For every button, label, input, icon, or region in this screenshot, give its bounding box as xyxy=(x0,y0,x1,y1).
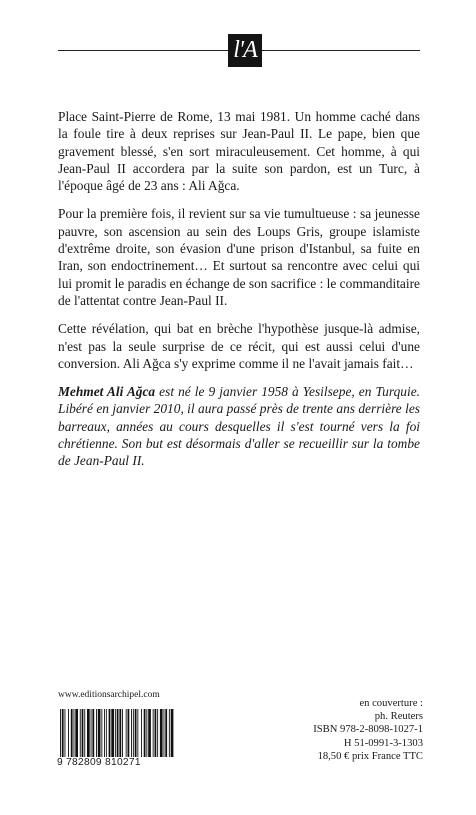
paragraph-1: Place Saint-Pierre de Rome, 13 mai 1981. Un homme caché dans la foule tire à deux reprises sur Jean-Paul II. Le pape, bien que gravement blessé, s'en sort miraculeusement. Cet homme, à qui Jean-Paul II accordera par la suite son pardon, est un Turc, à l'époque âgé de 23 ans : Ali Ağca. xyxy=(58,109,420,194)
cover-label: en couverture : xyxy=(359,698,423,709)
header-rule-right xyxy=(262,50,420,51)
isbn: ISBN 978-2-8098-1027-1 xyxy=(313,724,423,736)
publisher-website: www.editionsarchipel.com xyxy=(58,690,160,700)
header-rule-left xyxy=(58,50,228,51)
author-name: Mehmet Ali Ağca xyxy=(58,384,156,400)
barcode-number: 9 782809 810271 xyxy=(57,757,141,768)
author-bio xyxy=(58,383,420,469)
paragraph-3: Cette révélation, qui bat en brèche l'hypothèse jusque-là admise, n'est pas la seule surprise de ce récit, qui est aussi celui d'une conversion. Ali Ağca s'y exprime comme il ne l'avait jamais fait… xyxy=(58,321,420,371)
product-code: H 51-0991-3-1303 xyxy=(343,737,423,749)
copyright-block xyxy=(313,697,423,763)
publisher-logo: l'A xyxy=(228,34,262,67)
price: 18,50 € prix France TTC xyxy=(317,750,423,762)
paragraph-2: Pour la première fois, il revient sur sa vie tumultueuse : sa jeunesse pauvre, son ascension au sein des Loups Gris, groupe islamiste d'extrême droite, son évasion d'une prison d'Istanbul, sa fuite en Iran, son endoctrinement… Et surtout sa rencontre avec celui qui lui promit le paradis en échange de son sacrifice : le commanditaire de l'attentat contre Jean-Paul II. xyxy=(58,206,420,308)
back-cover-text xyxy=(58,108,420,481)
photo-credit: ph. Reuters xyxy=(374,711,423,723)
author-bio-text: est né le 9 janvier 1958 à Yesilsepe, en Turquie. Libéré en janvier 2010, il aura passé près de trente ans derrière les barreaux, années au cours desquelles il s'est tourné vers la foi chrétienne. Son but est désormais d'aller se recueillir sur la tombe de Jean-Paul II. xyxy=(58,384,420,469)
